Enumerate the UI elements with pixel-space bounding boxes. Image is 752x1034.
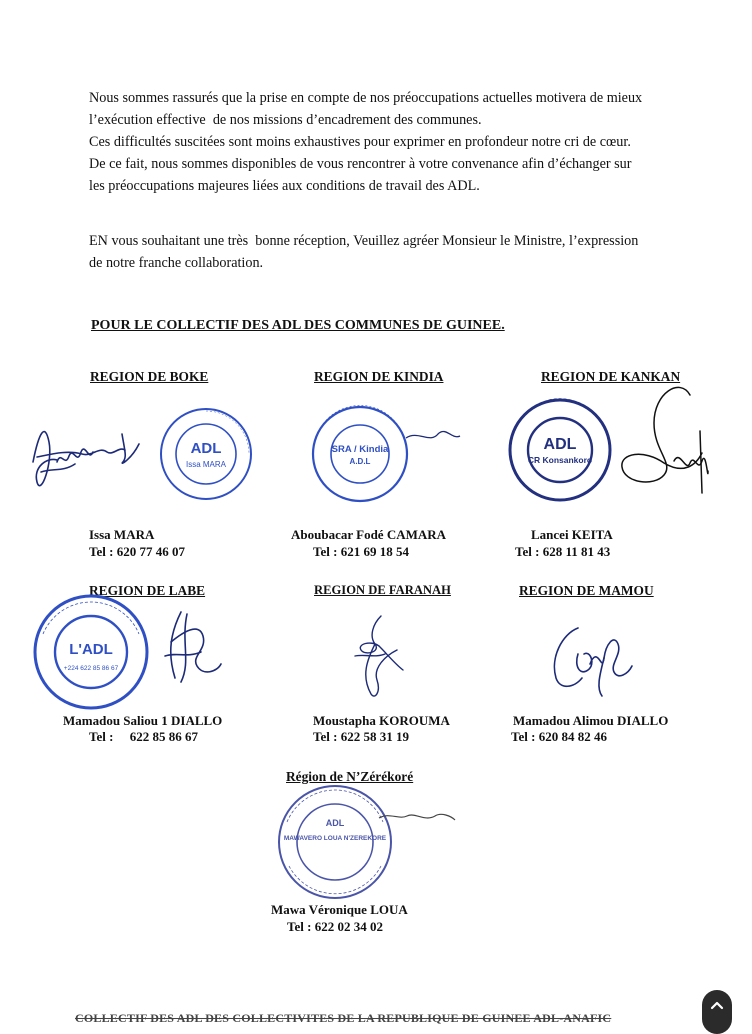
signatory-name-nzerekore: Mawa Véronique LOUA [271, 902, 408, 917]
region-heading-nzerekore: Région de N’Zérékoré [286, 769, 414, 784]
scroll-up-button[interactable] [702, 990, 732, 1034]
labe-stamp-center: L'ADL [69, 641, 113, 658]
letter-paragraph-2: EN vous souhaitant une très bonne réception, Veuillez agréer Monsieur le Ministre, l’expression de notre franche collaboration. [89, 233, 639, 271]
signatory-tel-kindia: Tel : 621 69 18 54 [313, 544, 409, 559]
collective-heading: POUR LE COLLECTIF DES ADL DES COMMUNES DE GUINEE. [91, 318, 505, 333]
boke-stamp-center: ADL [190, 440, 222, 457]
chevron-up-icon [710, 1000, 724, 1010]
nzerekore-stamp-center: ADL [325, 818, 345, 828]
signatory-name-faranah: Moustapha KOROUMA [313, 713, 450, 728]
signatory-name-labe: Mamadou Saliou 1 DIALLO [63, 713, 223, 728]
signatory-tel-mamou: Tel : 620 84 82 46 [511, 729, 607, 744]
region-heading-mamou: REGION DE MAMOU [519, 583, 654, 598]
labe-stamp-sub: +224 622 85 86 67 [63, 665, 119, 672]
region-heading-kindia: REGION DE KINDIA [314, 369, 444, 384]
mamou-signature [544, 614, 644, 704]
faranah-signature [345, 610, 415, 700]
signatory-tel-boke: Tel : 620 77 46 07 [89, 544, 185, 559]
signatory-tel-labe: Tel : 622 85 86 67 [89, 729, 198, 744]
nzerekore-stamp [275, 782, 465, 902]
signatory-tel-kankan: Tel : 628 11 81 43 [515, 544, 611, 559]
signatory-tel-nzerekore: Tel : 622 02 34 02 [287, 919, 383, 934]
region-heading-labe: REGION DE LABE [89, 583, 206, 598]
region-heading-faranah: REGION DE FARANAH [314, 583, 451, 597]
boke-stamp [158, 406, 254, 502]
signatory-name-kindia: Aboubacar Fodé CAMARA [291, 527, 447, 542]
signatory-tel-faranah: Tel : 622 58 31 19 [313, 729, 409, 744]
signatory-name-kankan: Lancei KEITA [531, 527, 613, 542]
boke-stamp-sub: Issa MARA [185, 460, 227, 469]
kankan-stamp [504, 383, 714, 513]
region-heading-kankan: REGION DE KANKAN [541, 369, 681, 384]
kankan-stamp-sub: CR Konsankoro [527, 455, 593, 465]
region-heading-boke: REGION DE BOKE [90, 369, 209, 384]
kindia-stamp-sub: A.D.L [349, 457, 371, 466]
page-footer: COLLECTIF DES ADL DES COLLECTIVITES DE LA REPUBLIQUE DE GUINEE ADL-ANAFIC [75, 1011, 612, 1025]
letter-paragraph-1: Nous sommes rassurés que la prise en compte de nos préoccupations actuelles motivera de mieux l’exécution effective de nos missions d’encadrement des communes. Ces difficultés suscitées sont moins exhaustives pour exprimer en profondeur notre cri de cœur. De ce fait, nous sommes disponibles de vous rencontrer à votre convenance afin d’échanger sur les préoccupations majeures liées aux conditions de travail des ADL. [89, 90, 643, 194]
boke-signature [27, 402, 157, 507]
kankan-stamp-center: ADL [543, 436, 577, 453]
kindia-stamp [308, 404, 468, 504]
nzerekore-stamp-sub: MAWAVERO LOUA N'ZEREKORE [283, 835, 387, 842]
labe-stamp [31, 592, 231, 712]
signatory-name-mamou: Mamadou Alimou DIALLO [513, 713, 669, 728]
signatory-name-boke: Issa MARA [89, 527, 155, 542]
kindia-stamp-center: SRA / Kindia [331, 444, 389, 455]
